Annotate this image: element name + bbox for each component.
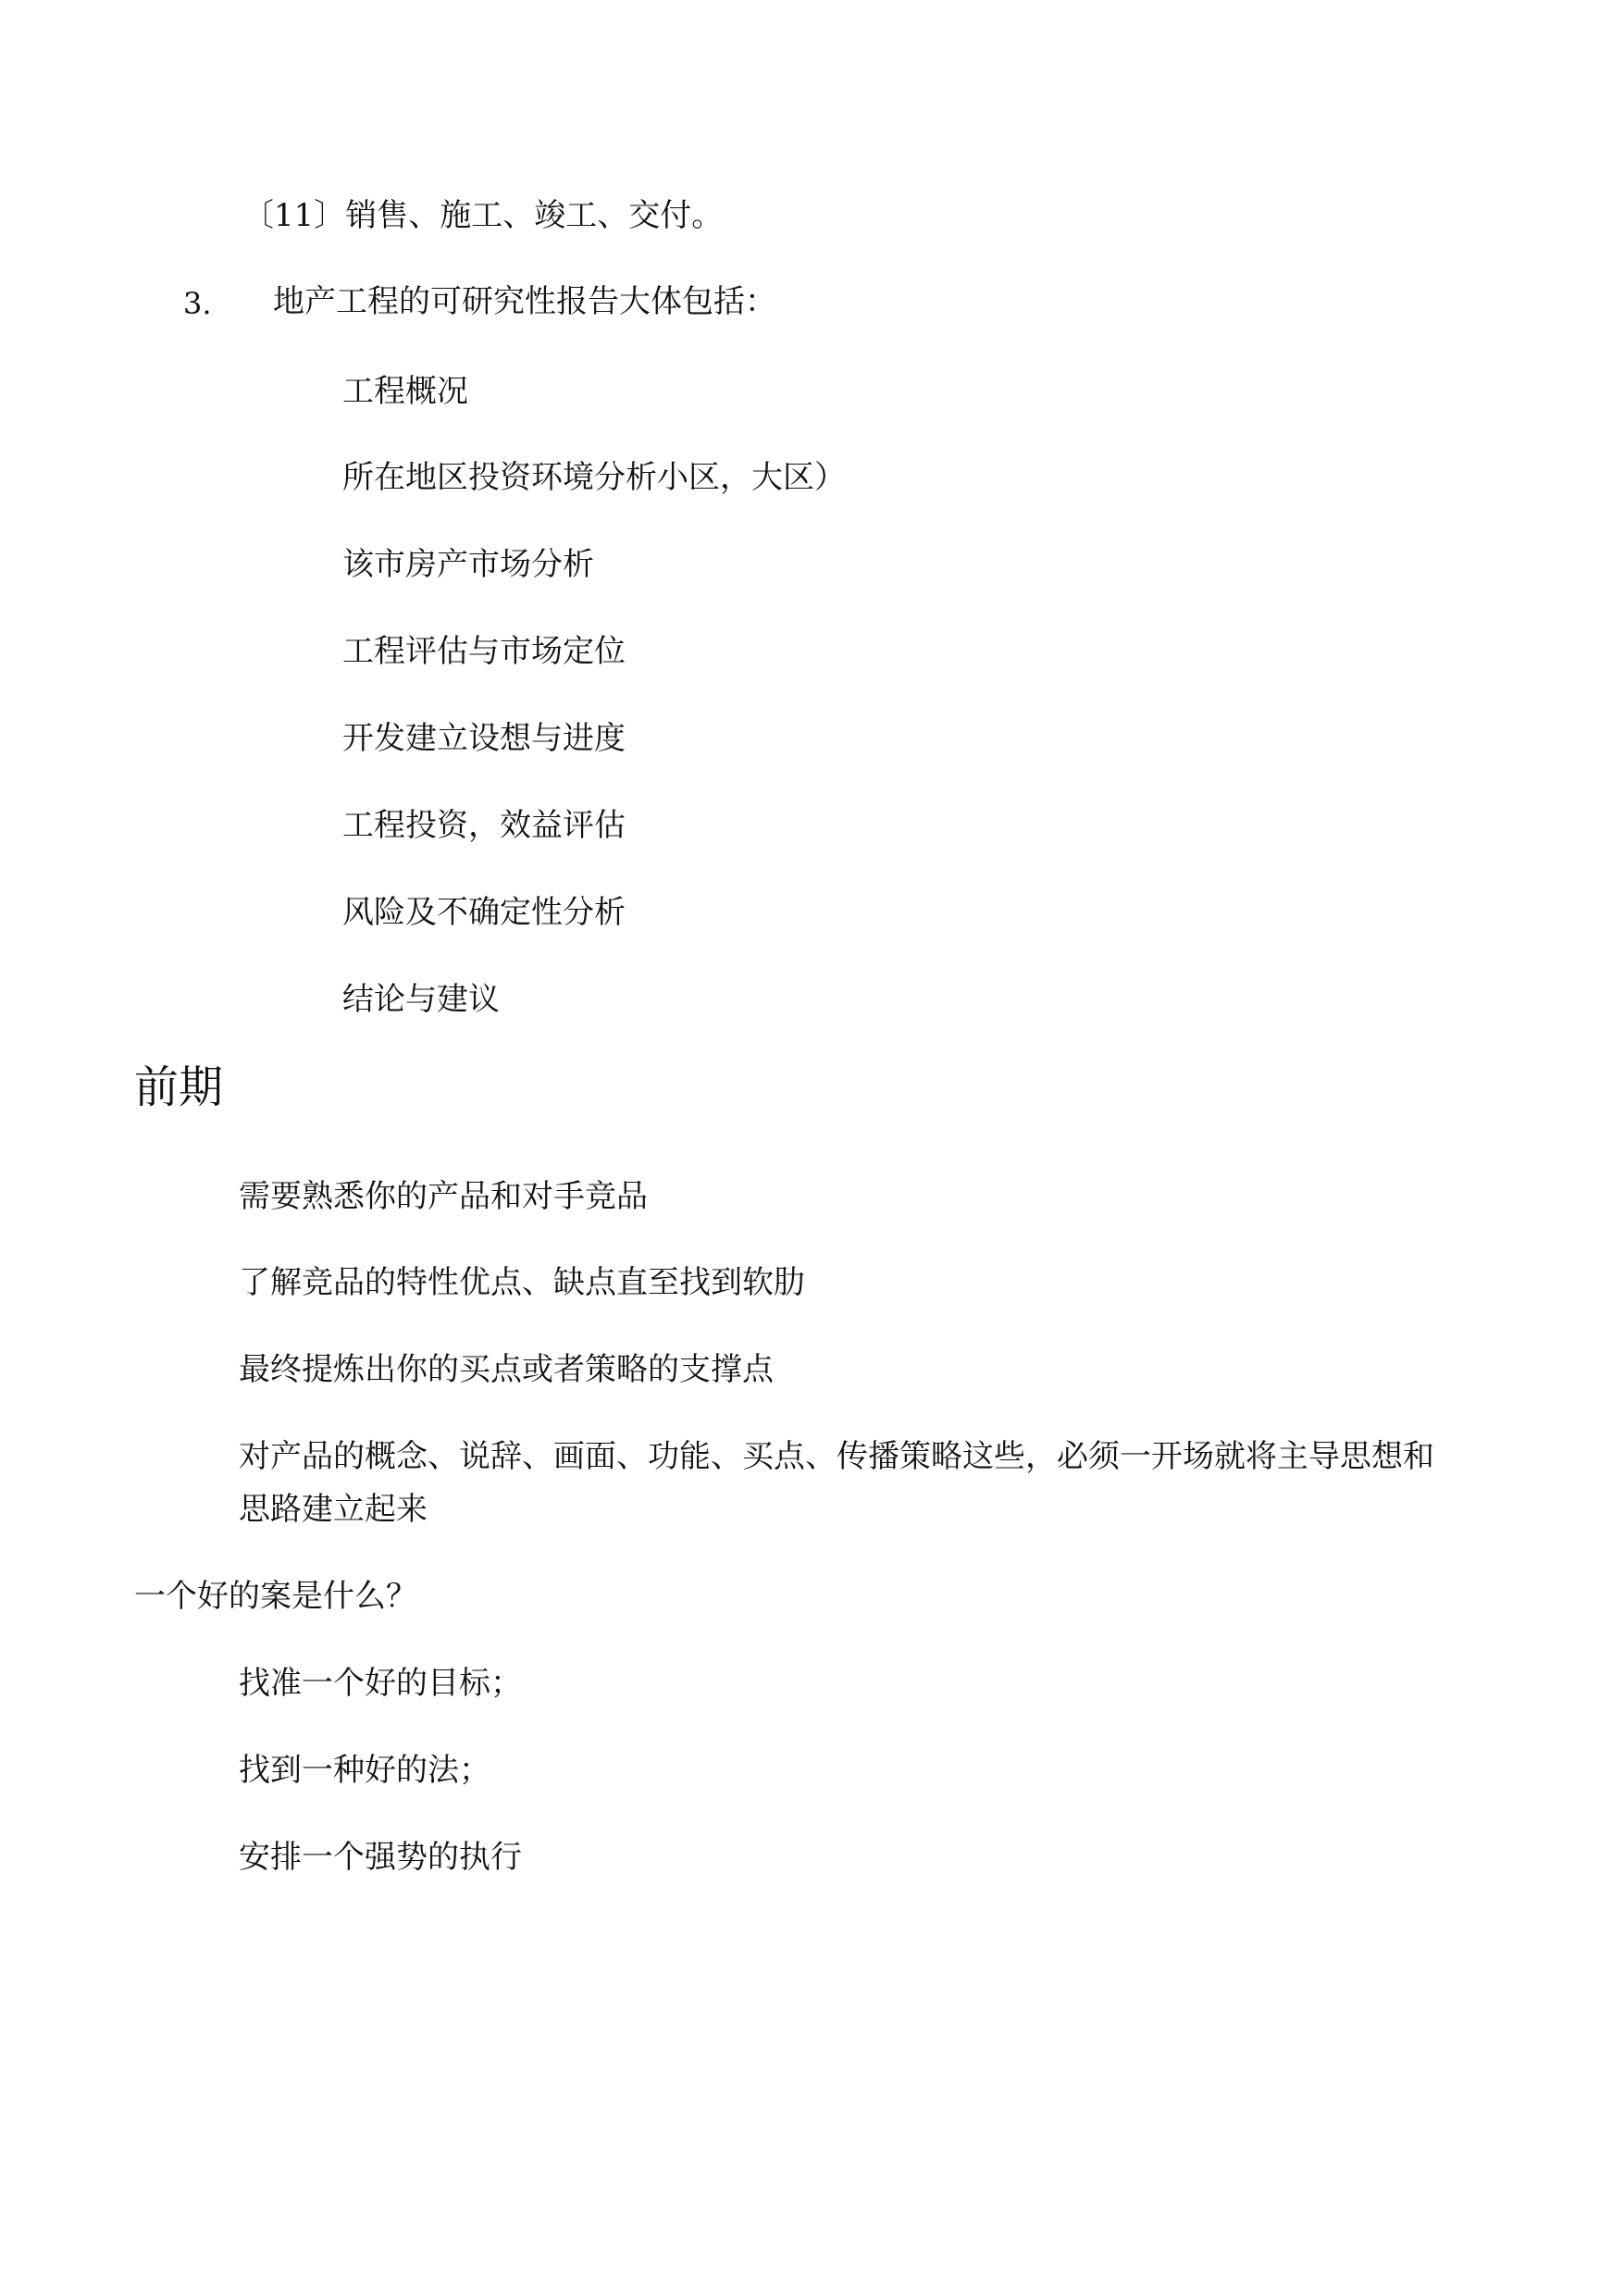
early-stage-heading: 前期 xyxy=(134,1061,224,1113)
list-item-11: 〔11〕销售、施工、竣工、交付。 xyxy=(242,197,724,234)
section-number: 3. xyxy=(183,286,212,321)
early-stage-item-1: 需要熟悉你的产品和对手竞品 xyxy=(239,1178,648,1215)
early-stage-paragraph-line-2: 思路建立起来 xyxy=(239,1491,428,1528)
good-case-item-3: 安排一个强势的执行 xyxy=(239,1839,522,1876)
good-case-item-2: 找到一种好的法； xyxy=(239,1752,490,1789)
early-stage-item-2: 了解竞品的特性优点、缺点直至找到软肋 xyxy=(239,1264,805,1301)
good-case-question: 一个好的案是什么？ xyxy=(134,1578,417,1615)
feasibility-item-6: 工程投资，效益评估 xyxy=(342,807,626,844)
feasibility-item-2: 所在地区投资环境分析小区，大区） xyxy=(342,459,846,496)
good-case-item-1: 找准一个好的目标； xyxy=(239,1665,522,1702)
feasibility-item-4: 工程评估与市场定位 xyxy=(342,633,626,670)
feasibility-item-5: 开发建立设想与进度 xyxy=(342,720,626,757)
section-title: 地产工程的可研究性报告大体包括： xyxy=(273,283,776,320)
early-stage-item-3: 最终提炼出你的买点或者策略的支撑点 xyxy=(239,1351,774,1388)
feasibility-item-1: 工程概况 xyxy=(342,373,468,410)
feasibility-item-8: 结论与建议 xyxy=(342,981,500,1018)
feasibility-item-3: 该市房产市场分析 xyxy=(342,546,594,583)
early-stage-paragraph-line-1: 对产品的概念、说辞、画面、功能、买点、传播策略这些，必须一开场就将主导思想和 xyxy=(239,1438,1434,1475)
feasibility-item-7: 风险及不确定性分析 xyxy=(342,894,626,931)
